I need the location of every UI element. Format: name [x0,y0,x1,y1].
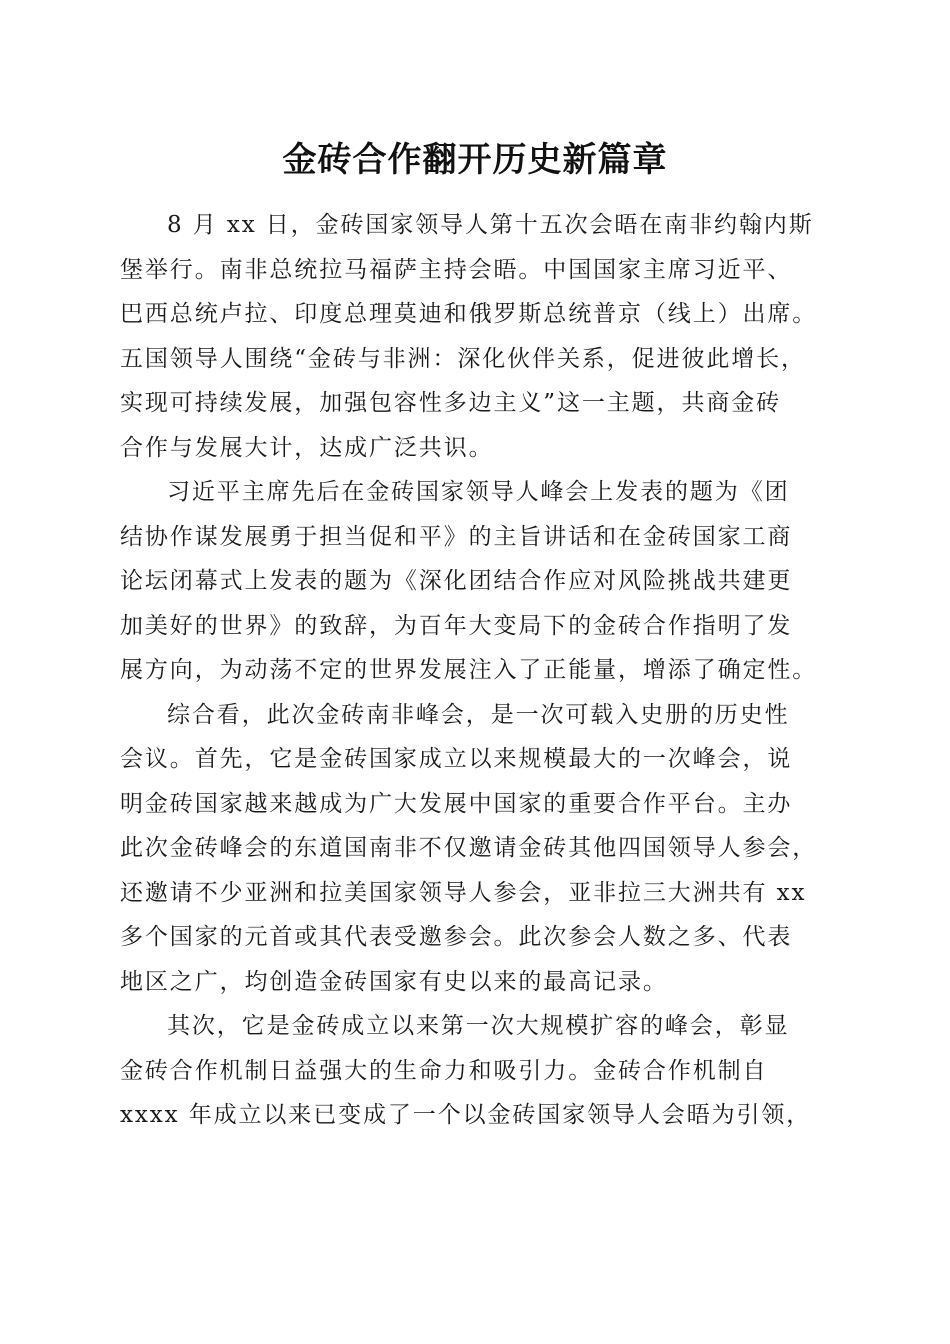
text-line: 堡举行。南非总统拉马福萨主持会晤。中国国家主席习近平、 [120,256,793,283]
text-line: 综合看，此次金砖南非峰会，是一次可载入史册的历史性 [167,701,790,728]
text-line: 习近平主席先后在金砖国家领导人峰会上发表的题为《团 [167,479,790,505]
text-line: 地区之广，均创造金砖国家有史以来的最高记录。 [120,968,668,995]
text-line: 加美好的世界》的致辞，为百年大变局下的金砖合作指明了发 [120,612,793,639]
text-line: 合作与发展大计，达成广泛共识。 [120,434,494,461]
text-line: 论坛闭幕式上发表的题为《深化团结合作应对风险挑战共建更 [120,568,793,594]
text-line: 还邀请不少亚洲和拉美国家领导人参会，亚非拉三大洲共有 xx [120,879,807,906]
text-line: xxxx 年成立以来已变成了一个以金砖国家领导人会晤为引领， [120,1102,812,1128]
text-line: 金砖合作机制日益强大的生命力和吸引力。金砖合作机制自 [120,1057,768,1084]
text-line: 其次，它是金砖成立以来第一次大规模扩容的峰会，彰显 [167,1013,790,1039]
document-body [120,203,840,1138]
text-line: 五国领导人围绕“金砖与非洲：深化伙伴关系，促进彼此增长， [120,345,806,372]
text-line: 会议。首先，它是金砖国家成立以来规模最大的一次峰会，说 [120,746,793,772]
text-line: 此次金砖峰会的东道国南非不仅邀请金砖其他四国领导人参会， [120,835,818,861]
text-line: 8 月 xx 日，金砖国家领导人第十五次会晤在南非约翰内斯 [167,212,814,238]
text-line: 多个国家的元首或其代表受邀参会。此次参会人数之多、代表 [120,924,793,950]
text-line: 明金砖国家越来越成为广大发展中国家的重要合作平台。主办 [120,790,793,817]
text-line: 结协作谋发展勇于担当促和平》的主旨讲话和在金砖国家工商 [120,523,793,550]
text-line: 实现可持续发展，加强包容性多边主义”这一主题，共商金砖 [120,390,782,416]
text-line: 巴西总统卢拉、印度总理莫迪和俄罗斯总统普京（线上）出席。 [120,301,818,327]
document-title: 金砖合作翻开历史新篇章 [282,140,668,180]
text-line: 展方向，为动荡不定的世界发展注入了正能量，增添了确定性。 [120,657,818,683]
